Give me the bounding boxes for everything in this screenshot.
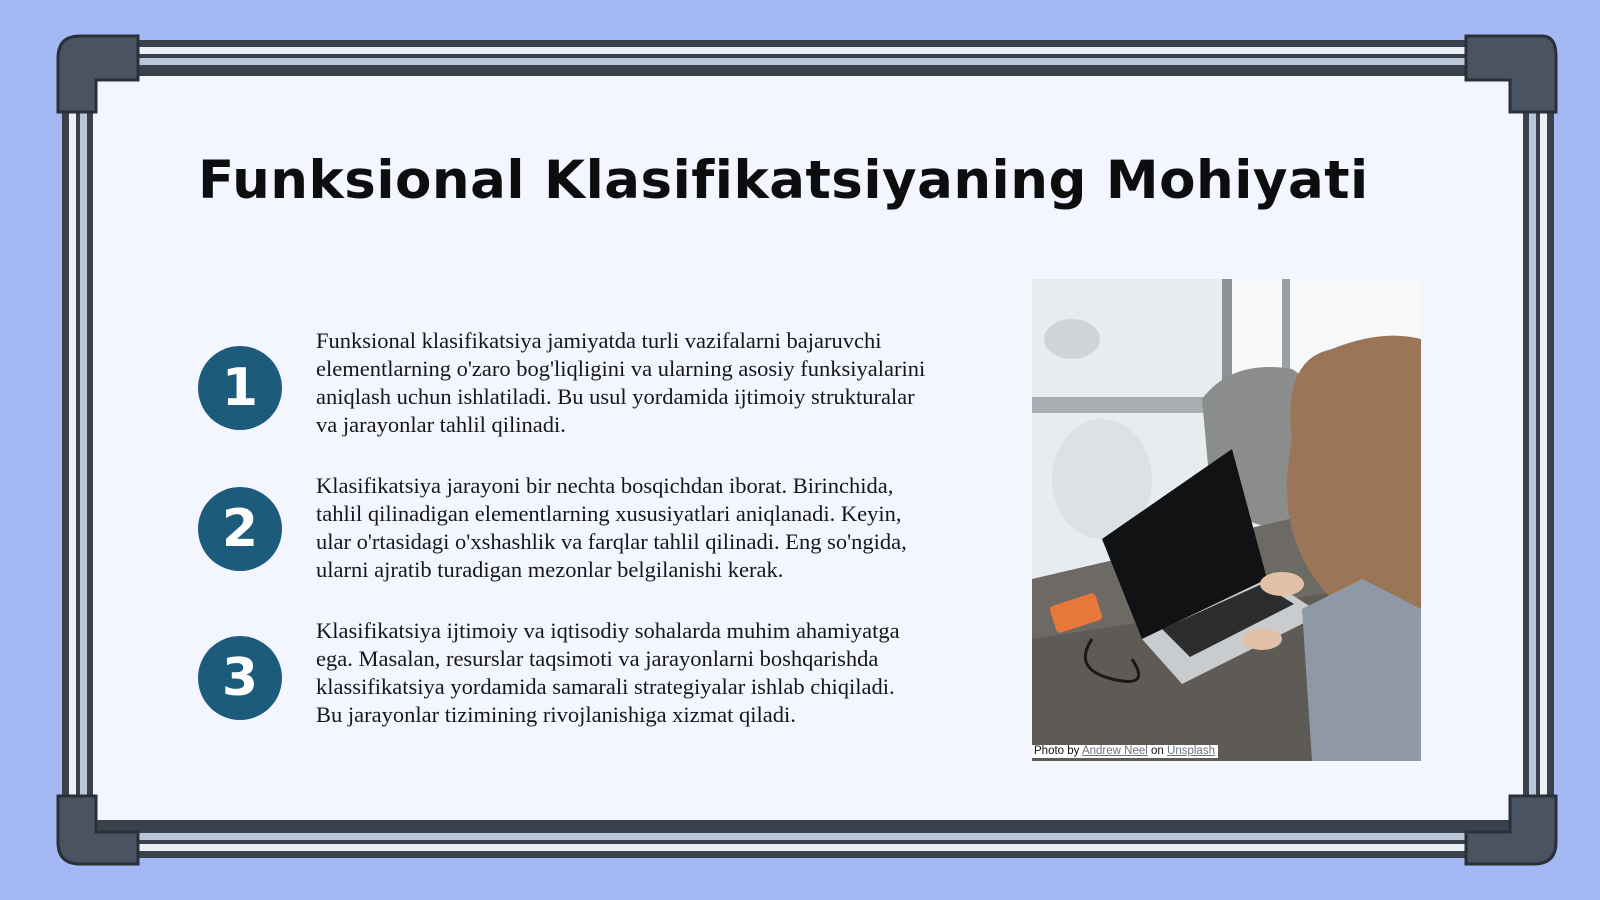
unsplash-link[interactable]: Unsplash	[1167, 745, 1215, 757]
credit-mid: on	[1151, 745, 1164, 757]
laptop-photo	[1032, 279, 1421, 761]
point-2	[198, 472, 928, 592]
number-1-badge: 1	[198, 346, 282, 430]
photo-illustration	[1032, 279, 1421, 761]
point-3-text: Klasifikatsiya ijtimoiy va iqtisodiy sohalarda muhim ahamiyatga ega. Masalan, resurslar taqsimoti va jarayonlarni boshqarishda klassifikatsiya yordamida samarali strategiyalar ishlab chiqiladi. Bu jarayonlar tizimining rivojlanishiga xizmat qiladi.	[316, 618, 900, 727]
number-3-badge: 3	[198, 636, 282, 720]
point-1	[198, 327, 928, 447]
point-2-text: Klasifikatsiya jarayoni bir nechta bosqichdan iborat. Birinchida, tahlil qilinadigan elementlarning xususiyatlari aniqlanadi. Keyin, ular o'rtasidagi o'xshashlik va farqlar tahlil qilinadi. Eng so'ngida, ularni ajratib turadigan mezonlar belgilanishi kerak.	[316, 473, 907, 582]
point-3	[198, 617, 928, 737]
slide-title: Funksional Klasifikatsiyaning Mohiyati	[198, 150, 1369, 211]
number-2-badge: 2	[198, 487, 282, 571]
author-link[interactable]: Andrew Neel	[1081, 745, 1148, 757]
photo-credit	[1032, 745, 1218, 758]
credit-prefix: Photo by	[1034, 745, 1080, 757]
point-1-text: Funksional klasifikatsiya jamiyatda turli vazifalarni bajaruvchi elementlarning o'zaro bog'liqligini va ularning asosiy funksiyalarini aniqlash uchun ishlatiladi. Bu usul yordamida ijtimoiy strukturalar va jarayonlar tahlil qilinadi.	[316, 328, 926, 437]
